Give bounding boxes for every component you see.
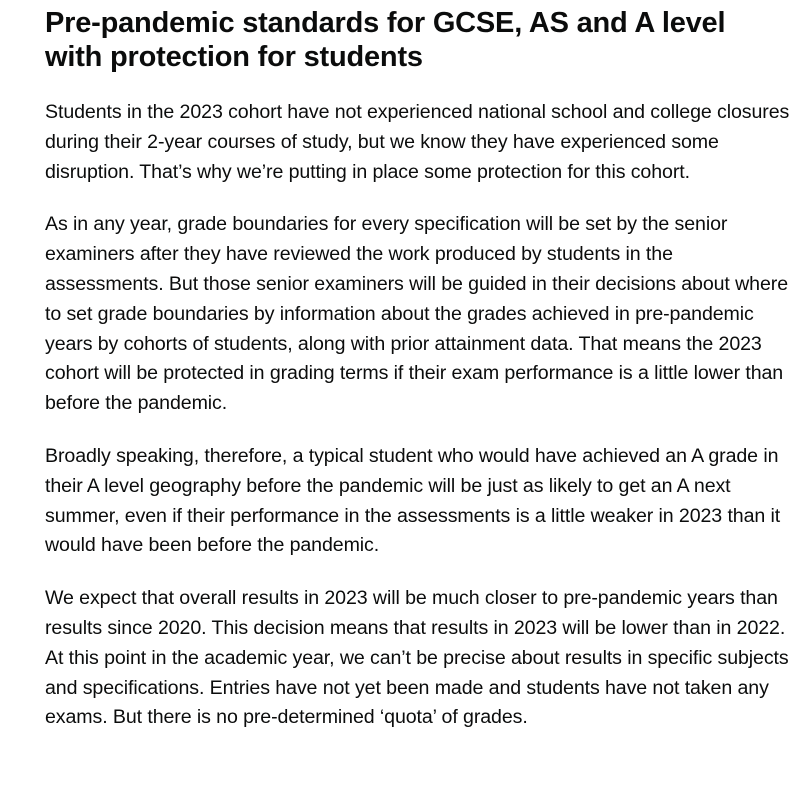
paragraph-typical-student: Broadly speaking, therefore, a typical student who would have achieved an A grade in their A level geography before the pandemic will be just as likely to get an A next summer, even if their performance in the assessments is a little weaker in 2023 than it would have been before the pandemic.	[45, 444, 781, 557]
section-heading: Pre-pandemic standards for GCSE, AS and A level with protection for students	[45, 7, 726, 73]
paragraph-expected-results: We expect that overall results in 2023 will be much closer to pre-pandemic years than results since 2020. This decision means that results in 2023 will be lower than in 2022. At this point in the academic year, we can’t be precise about results in specific subjects and specifications. Entries have not yet been made and students have not taken any exams. But there is no pre-determined ‘quota’ of grades.	[45, 587, 789, 729]
paragraph-cohort-protection: Students in the 2023 cohort have not experienced national school and college closures during their 2-year courses of study, but we know they have experienced some disruption. That’s why we’re putting in place some protection for this cohort.	[45, 101, 790, 183]
paragraph-grade-boundaries: As in any year, grade boundaries for every specification will be set by the senior examiners after they have reviewed the work produced by students in the assessments. But those senior examiners will be guided in their decisions about where to set grade boundaries by information about the grades achieved in pre-pandemic years by cohorts of students, along with prior attainment data. That means the 2023 cohort will be protected in grading terms if their exam performance is a little lower than before the pandemic.	[45, 213, 788, 415]
